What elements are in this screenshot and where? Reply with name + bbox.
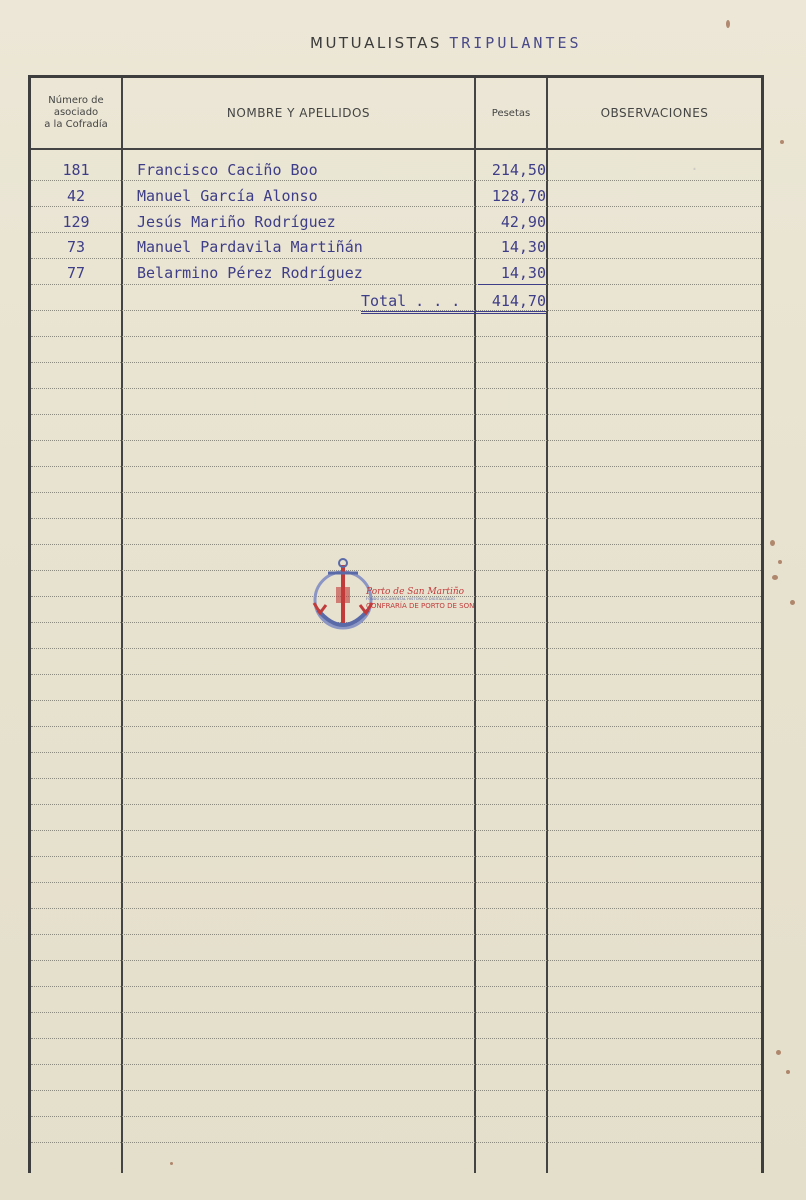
stain-spot [790, 600, 795, 605]
stain-spot [786, 1070, 790, 1074]
ruled-line [31, 934, 761, 935]
member-number: 129 [62, 213, 90, 231]
stamp-text [366, 587, 506, 610]
stamp-line1: Porto de San Martiño [366, 587, 465, 597]
header-name-label: NOMBRE Y APELLIDOS [226, 106, 371, 120]
stamp-line3: CONFRARÍA DE PORTO DE SON [366, 602, 475, 610]
ruled-line [31, 1012, 761, 1013]
member-number: 42 [66, 187, 86, 205]
ruled-line [31, 778, 761, 779]
stain-spot [776, 1050, 781, 1055]
ruled-line [31, 752, 761, 753]
member-name: Francisco Caciño Boo [137, 161, 318, 179]
stamp-line2: FONDO DOCUMENTAL HISTÓRICO DIGITALIZADO [366, 597, 455, 601]
table-row [31, 158, 761, 182]
table-row [31, 261, 761, 285]
total-double-underline [361, 311, 546, 314]
ruled-line [31, 986, 761, 987]
member-name: Belarmino Pérez Rodríguez [137, 264, 363, 282]
header-name [123, 78, 474, 148]
title-static: MUTUALISTAS [310, 34, 442, 52]
member-amount: 128,70 [491, 187, 546, 205]
total-label: Total . . . [361, 292, 461, 310]
header-number [31, 78, 121, 148]
stain-spot [772, 575, 778, 580]
member-name: Manuel Pardavila Martiñán [137, 238, 363, 256]
ruled-line [31, 1090, 761, 1091]
ruled-line [31, 388, 761, 389]
ruled-line [31, 960, 761, 961]
header-notes [548, 78, 761, 148]
ruled-line [31, 466, 761, 467]
ruled-line [31, 726, 761, 727]
header-number-line: asociado [53, 107, 99, 118]
stain-spot [770, 540, 775, 546]
stain-spot [778, 560, 782, 564]
title-typed: TRIPULANTES [449, 34, 582, 52]
member-number: 181 [62, 161, 90, 179]
member-amount: 214,50 [491, 161, 546, 179]
ruled-line [31, 908, 761, 909]
ruled-line [31, 518, 761, 519]
ruled-line [31, 544, 761, 545]
header-number-line: a la Cofradía [44, 119, 108, 130]
total-row [31, 289, 761, 313]
ruled-line [31, 1116, 761, 1117]
ruled-line [31, 414, 761, 415]
ruled-line [31, 1142, 761, 1143]
member-amount: 14,30 [500, 238, 546, 256]
ruled-line [31, 856, 761, 857]
member-number: 73 [66, 238, 86, 256]
member-name: Jesús Mariño Rodríguez [137, 213, 336, 231]
show-through-mark: · [690, 160, 700, 178]
member-name: Manuel García Alonso [137, 187, 318, 205]
stain-spot [170, 1162, 173, 1165]
header-amount [476, 78, 546, 148]
ruled-line [31, 336, 761, 337]
header-rule [31, 148, 761, 150]
member-amount: 42,90 [500, 213, 546, 231]
header-number-line: Número de [48, 95, 104, 106]
header-amount-label: Pesetas [491, 107, 531, 119]
stain-spot [780, 140, 784, 144]
ruled-line [31, 700, 761, 701]
table-row [31, 184, 761, 208]
ruled-line [31, 362, 761, 363]
table-row [31, 235, 761, 259]
ruled-line [31, 1064, 761, 1065]
ruled-line [31, 804, 761, 805]
member-number: 77 [66, 264, 86, 282]
ruled-line [31, 440, 761, 441]
archive-stamp [310, 555, 500, 650]
stain-spot [726, 20, 730, 28]
member-amount: 14,30 [500, 264, 546, 282]
ruled-line [31, 882, 761, 883]
ruled-line [31, 830, 761, 831]
ruled-line [31, 492, 761, 493]
sum-underline [478, 284, 546, 285]
ruled-line [31, 674, 761, 675]
page-title [310, 34, 582, 52]
total-amount: 414,70 [491, 292, 546, 310]
header-notes-label: OBSERVACIONES [600, 106, 709, 120]
ruled-line [31, 1038, 761, 1039]
table-row [31, 210, 761, 234]
